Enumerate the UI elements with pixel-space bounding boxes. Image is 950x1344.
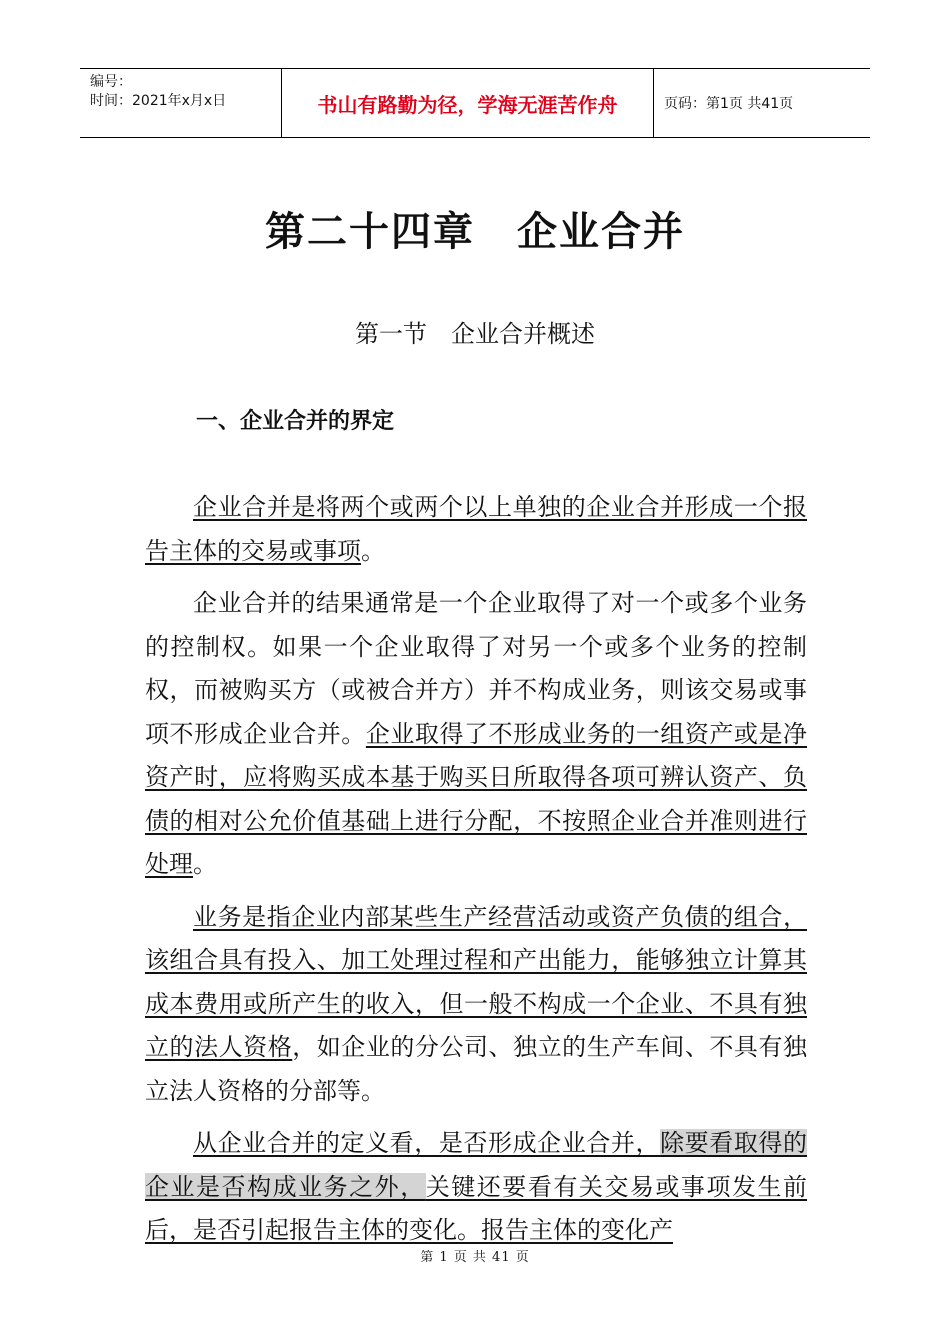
document-header	[80, 68, 870, 138]
body-text	[145, 486, 807, 1262]
paragraph-4	[145, 1122, 807, 1253]
paragraph-2	[145, 582, 807, 887]
underlined-text: 关键还要看有关交易或事项发生前后，是否引起报告主体的变化。报告主体的变化产	[145, 1172, 808, 1244]
header-number-label: 编号：	[90, 74, 132, 90]
page-footer: 第 1 页 共 41 页	[420, 1250, 530, 1265]
header-meta	[80, 69, 281, 137]
chapter-title: 第二十四章 企业合并	[265, 209, 685, 255]
underlined-text: 从企业合并的定义看，是否形成企业合并，	[193, 1129, 661, 1157]
plain-text: ，如企业的分公司、独立的生产车间、不具有独立法人资格的分部等。	[145, 1033, 808, 1105]
paragraph-1	[145, 486, 807, 573]
header-motto: 书山有路勤为径，学海无涯苦作舟	[281, 69, 654, 137]
section-title: 第一节 企业合并概述	[355, 320, 595, 348]
underlined-text: 企业取得了不形成业务的一组资产或是净资产时，应将购买成本基于购买日所取得各项可辨认资产、负债的相对公允价值基础上进行分配，不按照企业合并准则进行处理	[145, 719, 808, 878]
plain-text: 。	[361, 536, 385, 565]
underlined-text: 业务是指企业内部某些生产经营活动或资产负债的组合，该组合具有投入、加工处理过程和产出能力，能够独立计算其成本费用或所产生的收入，但一般不构成一个企业、不具有独立的法人资格	[145, 902, 807, 1061]
underlined-text: 企业合并是将两个或两个以上单独的企业合并形成一个报告主体的交易或事项	[145, 493, 807, 565]
plain-text: 。	[193, 850, 217, 878]
header-page-info: 页码：第1页 共41页	[664, 96, 794, 112]
subsection-heading: 一、企业合并的界定	[196, 409, 395, 434]
highlighted-text: 除要看取得的企业是否构成业务之外，	[145, 1129, 808, 1201]
plain-text: 企业合并的结果通常是一个企业取得了对一个或多个业务的控制权。如果一个企业取得了对另一个或多个业务的控制权，而被购买方（或被合并方）并不构成业务，则该交易或事项不形成企业合并。	[145, 589, 807, 748]
paragraph-3	[145, 896, 807, 1114]
header-date-label: 时间：2021年x月x日	[90, 93, 227, 109]
